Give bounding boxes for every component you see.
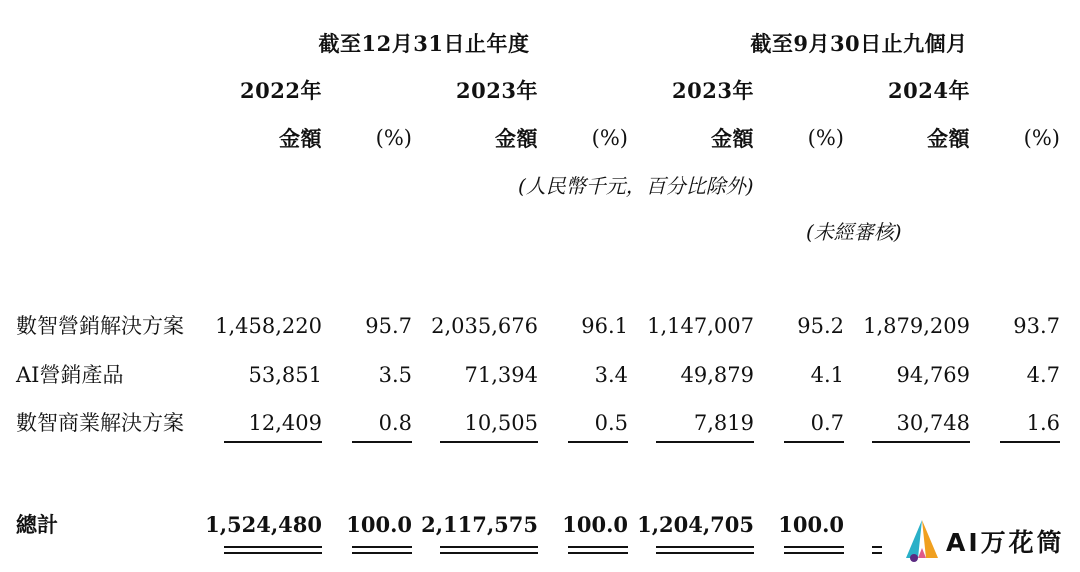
column-header-amount: 金額 (495, 126, 538, 151)
total-double-rule (656, 546, 754, 554)
year-header-2023-fy: 2023年 (456, 78, 538, 103)
subtotal-rule (656, 441, 754, 443)
column-header-percent: (%) (1023, 126, 1060, 150)
table-cell: 12,409 (248, 411, 322, 435)
table-cell: 3.5 (378, 363, 412, 387)
table-cell: 93.7 (1013, 314, 1060, 338)
subtotal-rule (224, 441, 322, 443)
table-cell: 3.4 (594, 363, 628, 387)
table-cell: 7,819 (693, 411, 754, 435)
subtotal-rule (568, 441, 628, 443)
row-label-total: 總計 (16, 512, 58, 537)
kaleidoscope-logo-icon (902, 518, 942, 564)
watermark (902, 516, 1078, 566)
table-cell: 0.8 (378, 411, 412, 435)
total-double-rule (352, 546, 412, 554)
column-header-percent: (%) (807, 126, 844, 150)
table-cell: 1,147,007 (647, 314, 754, 338)
table-cell: 1,458,220 (215, 314, 322, 338)
subtotal-rule (440, 441, 538, 443)
total-cell: 100.0 (778, 512, 844, 537)
row-label-digital-marketing-solutions: 數智營銷解決方案 (16, 314, 184, 338)
table-cell: 53,851 (248, 363, 322, 387)
table-cell: 95.7 (365, 314, 412, 338)
table-cell: 1.6 (1026, 411, 1060, 435)
total-cell: 1,524,480 (205, 512, 322, 537)
total-cell: 2,117,575 (421, 512, 538, 537)
table-cell: 30,748 (896, 411, 970, 435)
table-cell: 49,879 (680, 363, 754, 387)
year-header-2022: 2022年 (240, 78, 322, 103)
unaudited-note: (未經審核) (806, 220, 902, 244)
subtotal-rule (352, 441, 412, 443)
year-header-2023-9m: 2023年 (672, 78, 754, 103)
total-double-rule (784, 546, 844, 554)
table-cell: 94,769 (896, 363, 970, 387)
period-header-fiscal-year: 截至12月31日止年度 (318, 31, 530, 56)
total-double-rule (224, 546, 322, 554)
unit-note: (人民幣千元，百分比除外) (518, 174, 754, 198)
total-cell: 100.0 (346, 512, 412, 537)
year-header-2024-9m: 2024年 (888, 78, 970, 103)
table-cell: 10,505 (464, 411, 538, 435)
column-header-percent: (%) (375, 126, 412, 150)
row-label-digital-business-solutions: 數智商業解決方案 (16, 411, 184, 435)
column-header-amount: 金額 (279, 126, 322, 151)
period-header-nine-months: 截至9月30日止九個月 (750, 31, 968, 56)
subtotal-rule (784, 441, 844, 443)
table-cell: 2,035,676 (431, 314, 538, 338)
table-cell: 0.5 (594, 411, 628, 435)
table-cell: 96.1 (581, 314, 628, 338)
row-label-ai-marketing-products: AI營銷產品 (16, 363, 124, 387)
watermark-text: AI万花筒 (946, 528, 1065, 557)
column-header-amount: 金額 (927, 126, 970, 151)
column-header-amount: 金額 (711, 126, 754, 151)
table-cell: 71,394 (464, 363, 538, 387)
table-cell: 95.2 (797, 314, 844, 338)
column-header-percent: (%) (591, 126, 628, 150)
table-cell: 4.7 (1026, 363, 1060, 387)
total-cell: 1,204,705 (637, 512, 754, 537)
table-cell: 0.7 (810, 411, 844, 435)
total-cell: 100.0 (562, 512, 628, 537)
subtotal-rule (1000, 441, 1060, 443)
total-double-rule (440, 546, 538, 554)
subtotal-rule (872, 441, 970, 443)
total-double-rule (568, 546, 628, 554)
total-double-rule (872, 546, 882, 554)
table-cell: 4.1 (810, 363, 844, 387)
table-cell: 1,879,209 (863, 314, 970, 338)
